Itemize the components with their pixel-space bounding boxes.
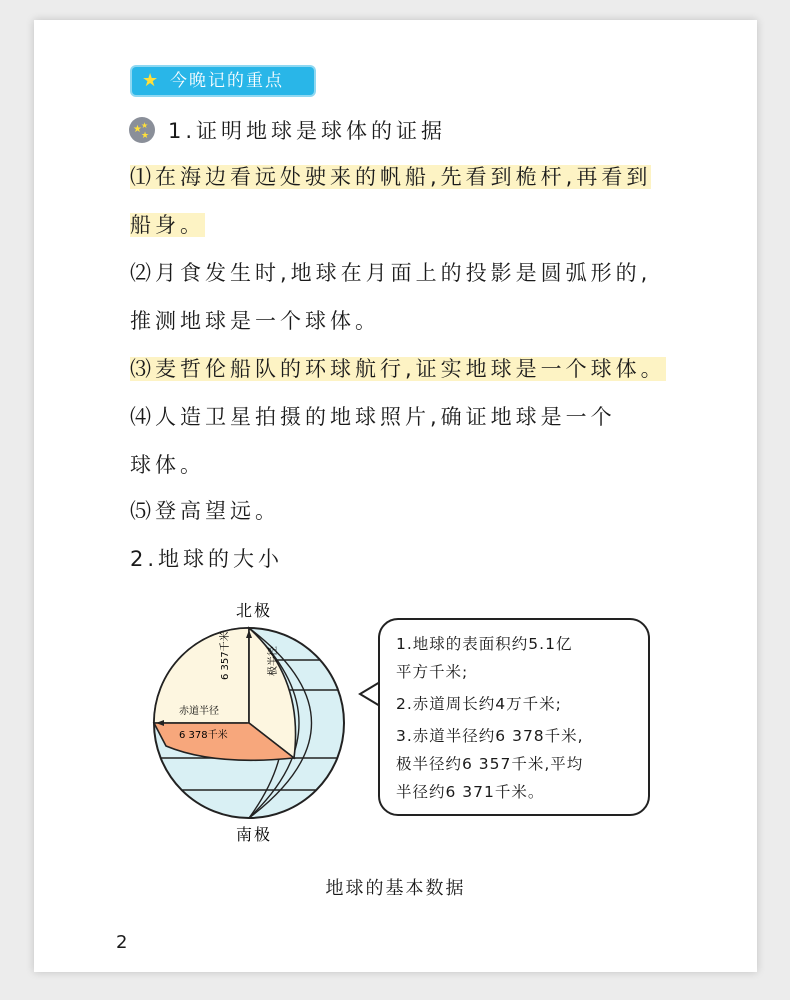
bubble-line: 极半径约6 357千米,平均 bbox=[396, 755, 584, 773]
item-5: ⑸登高望远。 bbox=[130, 499, 280, 523]
heading-evidence: 1.证明地球是球体的证据 bbox=[168, 119, 447, 143]
svg-text:★: ★ bbox=[141, 131, 150, 141]
bubble-line: 1.地球的表面积约5.1亿 bbox=[396, 635, 573, 653]
equatorial-radius-value: 6 378千米 bbox=[179, 730, 228, 741]
stars-bullet-icon bbox=[128, 116, 156, 144]
bubble-line: 2.赤道周长约4万千米; bbox=[396, 695, 562, 713]
item-2-line-2: 推测地球是一个球体。 bbox=[130, 309, 380, 333]
info-bubble bbox=[378, 618, 650, 816]
north-pole-label: 北极 bbox=[236, 601, 273, 620]
polar-radius-value: 6 357千米 bbox=[220, 631, 231, 680]
item-2-line-1: ⑵月食发生时,地球在月面上的投影是圆弧形的, bbox=[130, 261, 652, 285]
item-1-line-2: 船身。 bbox=[130, 213, 205, 237]
item-1-line-1: ⑴在海边看远处驶来的帆船,先看到桅杆,再看到 bbox=[130, 165, 652, 189]
svg-text:★: ★ bbox=[141, 121, 149, 130]
page-number: 2 bbox=[116, 932, 128, 953]
earth-globe-diagram bbox=[144, 598, 354, 848]
item-4-line-1: ⑷人造卫星拍摄的地球照片,确证地球是一个 bbox=[130, 405, 616, 429]
item-3: ⑶麦哲伦船队的环球航行,证实地球是一个球体。 bbox=[130, 357, 666, 381]
book-page bbox=[34, 20, 757, 972]
item-4-line-2: 球体。 bbox=[130, 453, 205, 477]
star-icon: ★ bbox=[142, 70, 159, 91]
key-points-tag bbox=[132, 67, 314, 95]
polar-radius-label: 极半径 bbox=[268, 646, 279, 676]
bubble-line: 3.赤道半径约6 378千米, bbox=[396, 727, 584, 745]
bubble-line: 平方千米; bbox=[396, 663, 469, 681]
diagram-caption: 地球的基本数据 bbox=[325, 878, 466, 899]
equatorial-radius-label: 赤道半径 bbox=[179, 706, 219, 717]
heading-earth-size: 2.地球的大小 bbox=[130, 547, 284, 571]
south-pole-label: 南极 bbox=[236, 825, 273, 844]
bubble-line: 半径约6 371千米。 bbox=[396, 783, 545, 801]
key-points-label: 今晚记的重点 bbox=[170, 71, 284, 91]
svg-text:★: ★ bbox=[133, 124, 142, 135]
